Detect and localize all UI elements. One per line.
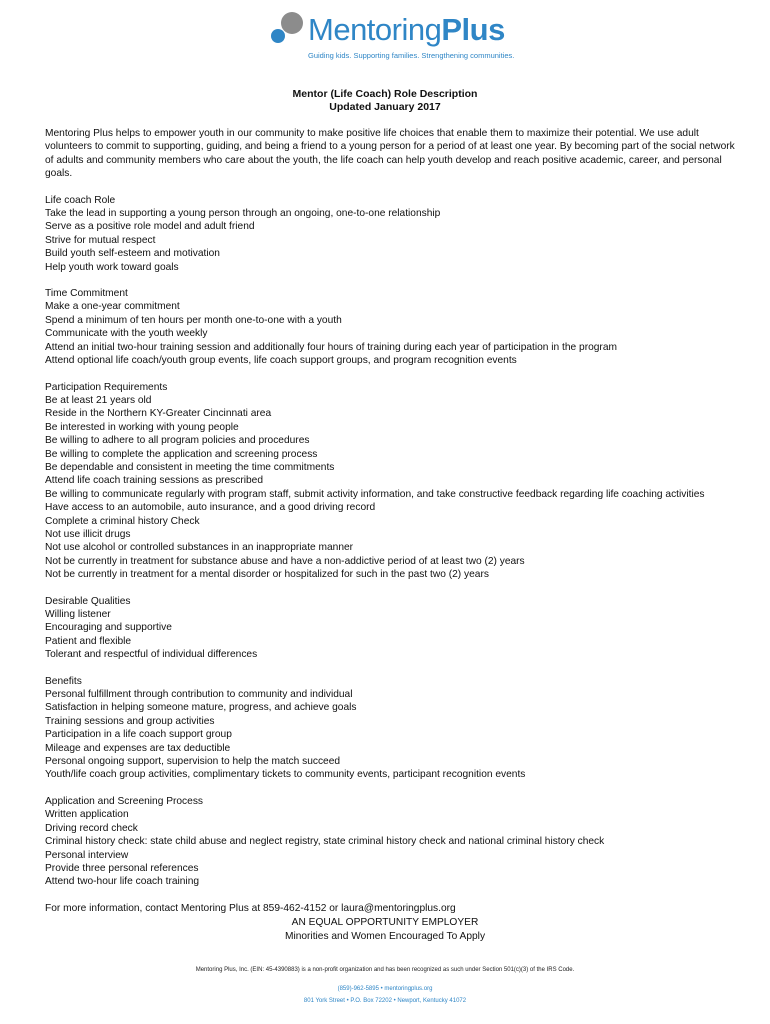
section-item: Be at least 21 years old [45, 394, 152, 406]
section-item: Personal interview [45, 849, 129, 861]
section-item: Attend an initial two-hour training session and additionally four hours of training during each year of participation in the program [45, 341, 617, 353]
section-item: Driving record check [45, 822, 138, 834]
section-item: Be willing to complete the application and screening process [45, 448, 318, 460]
section-heading: Life coach Role [45, 194, 116, 206]
section-application-and-screening-process [45, 795, 735, 889]
section-item: Take the lead in supporting a young person through an ongoing, one-to-one relationship [45, 208, 441, 220]
footer-legal: Mentoring Plus, Inc. (EIN: 45-4390883) is a non-profit organization and has been recognized as such under Section 501(c)(3) of the IRS Code. [195, 967, 575, 973]
footer-address: 801 York Street • P.O. Box 72202 • Newport, Kentucky 41072 [303, 998, 467, 1004]
eoe-statement: AN EQUAL OPPORTUNITY EMPLOYER [291, 917, 479, 928]
section-item: Patient and flexible [45, 635, 132, 647]
section-item: Be willing to adhere to all program policies and procedures [45, 435, 310, 447]
section-desirable-qualities [45, 595, 735, 662]
logo-circles-icon [268, 10, 308, 50]
section-item: Complete a criminal history Check [45, 515, 200, 527]
section-item: Written application [45, 809, 129, 821]
section-item: Attend two-hour life coach training [45, 876, 200, 888]
section-benefits [45, 675, 735, 782]
logo-tagline: Guiding kids. Supporting families. Strengthening communities. [308, 51, 515, 60]
section-item: Be interested in working with young people [45, 421, 239, 433]
section-item: Encouraging and supportive [45, 622, 172, 634]
section-item: Participation in a life coach support group [45, 729, 232, 741]
section-item: Willing listener [45, 609, 111, 620]
section-item: Mileage and expenses are tax deductible [45, 742, 231, 754]
section-item: Not be currently in treatment for substance abuse and have a non-addictive period of at least two (2) years [45, 555, 525, 567]
section-item: Strive for mutual respect [45, 234, 156, 246]
logo-blue-circle [271, 29, 285, 43]
section-item: Attend life coach training sessions as prescribed [45, 475, 264, 487]
section-time-commitment [45, 287, 735, 367]
section-item: Not use illicit drugs [45, 528, 131, 540]
document-title: Mentor (Life Coach) Role Description [292, 88, 478, 100]
section-heading: Application and Screening Process [45, 795, 204, 807]
section-item: Not use alcohol or controlled substances in an inappropriate manner [45, 542, 354, 554]
document-subtitle: Updated January 2017 [329, 101, 441, 113]
section-item: Criminal history check: state child abuse and neglect registry, state criminal history check and national criminal history check [45, 836, 605, 848]
section-item: Be willing to communicate regularly with program staff, submit activity information, and take constructive feedback regarding life coaching activities [45, 488, 705, 500]
logo-gray-circle [281, 12, 303, 34]
section-life-coach-role [45, 194, 735, 274]
section-item: Satisfaction in helping someone mature, progress, and achieve goals [45, 702, 357, 714]
section-item: Build youth self-esteem and motivation [45, 248, 220, 260]
section-item: Be dependable and consistent in meeting the time commitments [45, 461, 335, 473]
section-item: Make a one-year commitment [45, 301, 180, 313]
section-participation-requirements [45, 381, 735, 582]
section-item: Provide three personal references [45, 862, 199, 874]
section-item: Tolerant and respectful of individual differences [45, 649, 258, 661]
section-item: Youth/life coach group activities, complimentary tickets to community events, participant recognition events [45, 769, 526, 781]
mentoring-plus-logo [268, 8, 515, 64]
section-heading: Benefits [45, 675, 82, 687]
section-item: Serve as a positive role model and adult friend [45, 221, 255, 233]
section-item: Personal ongoing support, supervision to help the match succeed [45, 756, 341, 768]
section-heading: Time Commitment [45, 288, 128, 300]
section-heading: Participation Requirements [45, 381, 168, 393]
document-body [45, 127, 735, 915]
section-item: Spend a minimum of ten hours per month one-to-one with a youth [45, 314, 342, 326]
eoe-encouragement: Minorities and Women Encouraged To Apply [284, 931, 486, 942]
intro-paragraph: Mentoring Plus helps to empower youth in our community to make positive life choices that enable them to maximize their potential. We use adult volunteers to commit to supporting, guiding, and being a friend to a young person for a period of at least one year. By becoming part of the social network of adults and community members who care about the youth, the life coach can help youth develop and reach positive academic, career, and personal goals. [45, 128, 735, 180]
section-heading: Desirable Qualities [45, 595, 131, 607]
footer-phone-web: (859)-962-5895 • mentoringplus.org [337, 986, 433, 992]
section-item: Communicate with the youth weekly [45, 328, 208, 340]
section-item: Have access to an automobile, auto insurance, and a good driving record [45, 502, 376, 514]
logo-word-plus: Plus [441, 12, 505, 47]
role-sections [45, 194, 735, 889]
section-item: Reside in the Northern KY-Greater Cincinnati area [45, 408, 272, 420]
section-item: Attend optional life coach/youth group events, life coach support groups, and program recognition events [45, 355, 517, 367]
logo-word-mentoring: Mentoring [308, 12, 442, 47]
contact-line: For more information, contact Mentoring Plus at 859-462-4152 or laura@mentoringplus.org [45, 902, 456, 914]
section-item: Help youth work toward goals [45, 261, 179, 273]
section-item: Personal fulfillment through contribution to community and individual [45, 689, 353, 701]
logo-wordmark [308, 14, 505, 46]
section-item: Training sessions and group activities [45, 715, 215, 727]
section-item: Not be currently in treatment for a mental disorder or hospitalized for such in the past two (2) years [45, 569, 489, 581]
